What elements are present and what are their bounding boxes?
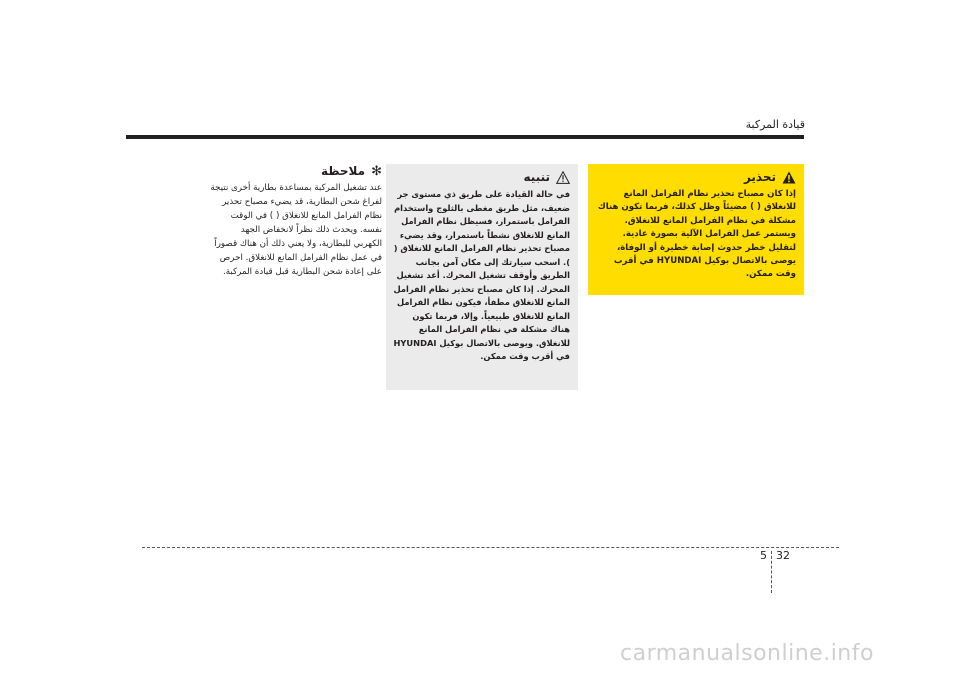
caution-triangle-icon	[556, 171, 570, 184]
header-rule	[126, 135, 804, 139]
page-separator	[771, 551, 772, 593]
page-section-number: 5	[760, 549, 767, 562]
notice-header	[392, 170, 570, 184]
warning-triangle-icon	[782, 171, 796, 184]
notice-box	[386, 164, 578, 390]
note-body: عند تشغيل المركبة بمساعدة بطارية أخرى نتيجة لفراغ شحن البطارية، قد يضيء مصباح تحذير نظام الفرامل المانع للانغلاق ( ) في الوقت نفسه. ويحدث ذلك نظراً لانخفاض الجهد الكهربي للبطارية، ولا يعني ذلك أن هناك قصوراً في عمل نظام الفرامل المانع للانغلاق. احرص على إعادة شحن البطارية قبل قيادة المركبة.	[210, 183, 382, 277]
notice-title: تنبيه	[523, 170, 550, 184]
warning-header	[594, 170, 796, 184]
note-section	[210, 164, 382, 279]
note-asterisk-icon: ✻	[371, 163, 382, 179]
section-title: قيادة المركبة	[745, 118, 805, 131]
page-number: 32	[776, 549, 790, 562]
footer-dashed-rule	[142, 547, 839, 548]
note-header	[210, 164, 382, 178]
note-title: ملاحظة	[320, 164, 366, 178]
notice-body: في حالة القيادة على طريق ذي مستوى جر ضعيف، مثل طريق مغطى بالثلوج واستخدام الفرامل باستمرار، فسيظل نظام الفرامل المانع للانغلاق نشطاً باستمرار، وقد يضيء مصباح تحذير نظام الفرامل المانع للانغلاق ( ). اسحب سيارتك إلى مكان آمن بجانب الطريق وأوقف تشغيل المحرك. أعد تشغيل المحرك. إذا كان مصباح تحذير نظام الفرامل المانع للانغلاق مطفأ، فيكون نظام الفرامل المانع للانغلاق طبيعياً. وإلا، فربما تكون هناك مشكلة في نظام الفرامل المانع للانغلاق. ويوصى بالاتصال بوكيل HYUNDAI في أقرب وقت ممكن.	[393, 189, 570, 361]
warning-box	[588, 164, 804, 295]
watermark: carmanualsonline.info	[620, 641, 874, 666]
warning-body: إذا كان مصباح تحذير نظام الفرامل المانع للانغلاق ( ) مضيئاً وظل كذلك، فربما تكون هناك مشكلة في نظام الفرامل المانع للانغلاق. ويستمر عمل الفرامل الآلية بصورة عادية. لتقليل خطر حدوث إصابة خطيرة أو الوفاة، يوصى بالاتصال بوكيل HYUNDAI في أقرب وقت ممكن.	[597, 189, 796, 280]
warning-title: تحذير	[743, 170, 776, 184]
